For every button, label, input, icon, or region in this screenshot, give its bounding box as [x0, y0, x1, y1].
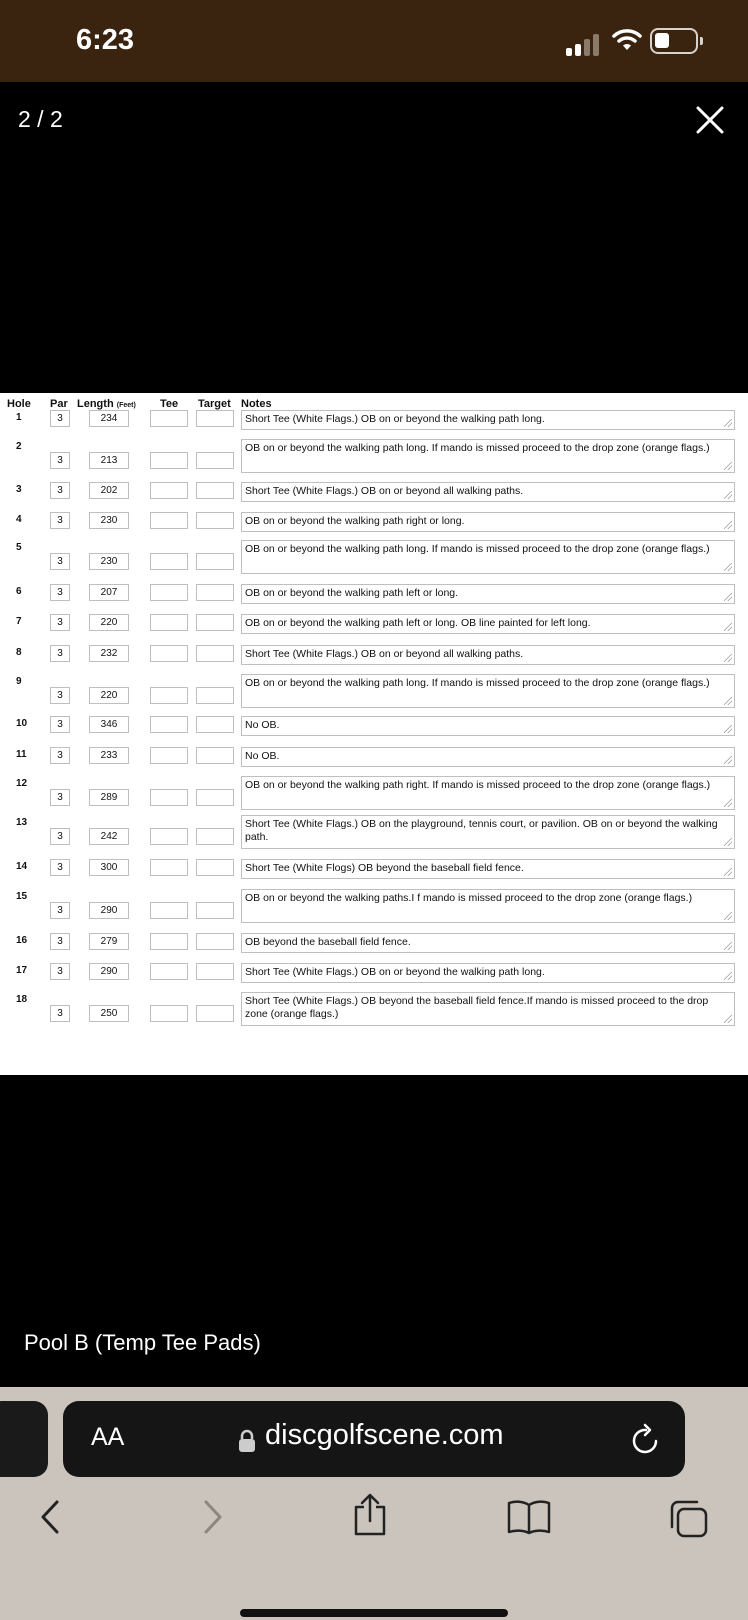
table-row: [0, 992, 748, 1026]
notes-text: Short Tee (White Flogs) OB beyond the baseball field fence.: [245, 862, 524, 874]
notes-text: OB on or beyond the walking paths.I f mando is missed proceed to the drop zone (orange flags.): [245, 892, 693, 904]
notes-field[interactable]: [241, 584, 735, 604]
target-field[interactable]: [196, 902, 234, 919]
target-field[interactable]: [196, 687, 234, 704]
target-field[interactable]: [196, 859, 234, 876]
notes-field[interactable]: [241, 992, 735, 1026]
hole-number: 5: [16, 542, 22, 553]
length-field[interactable]: 207: [89, 584, 129, 601]
resize-handle-icon[interactable]: [724, 623, 732, 631]
hole-number: 11: [16, 749, 27, 760]
length-field[interactable]: 230: [89, 553, 129, 570]
length-field[interactable]: 250: [89, 1005, 129, 1022]
notes-text: Short Tee (White Flags.) OB on or beyond the walking path long.: [245, 413, 545, 425]
close-icon[interactable]: [694, 104, 726, 136]
length-field[interactable]: 290: [89, 902, 129, 919]
target-field[interactable]: [196, 1005, 234, 1022]
resize-handle-icon[interactable]: [724, 697, 732, 705]
tee-field[interactable]: [150, 512, 188, 529]
table-row: [0, 776, 748, 810]
notes-text: Short Tee (White Flags.) OB on or beyond all walking paths.: [245, 485, 524, 497]
length-field[interactable]: 232: [89, 645, 129, 662]
tee-field[interactable]: [150, 687, 188, 704]
table-row: [0, 815, 748, 849]
notes-field[interactable]: [241, 815, 735, 849]
resize-handle-icon[interactable]: [724, 593, 732, 601]
tee-field[interactable]: [150, 584, 188, 601]
par-field[interactable]: 3: [50, 828, 70, 845]
tee-field[interactable]: [150, 716, 188, 733]
tee-field[interactable]: [150, 933, 188, 950]
notes-field[interactable]: [241, 482, 735, 502]
hole-number: 8: [16, 647, 22, 658]
length-field[interactable]: 290: [89, 963, 129, 980]
text-size-button[interactable]: [91, 1423, 124, 1452]
length-field[interactable]: 220: [89, 687, 129, 704]
notes-field[interactable]: [241, 776, 735, 810]
notes-field[interactable]: [241, 889, 735, 923]
target-field[interactable]: [196, 828, 234, 845]
table-row: [0, 859, 748, 879]
header-length-unit: (Feet): [116, 402, 136, 409]
table-row: [0, 614, 748, 634]
bookmarks-icon[interactable]: [507, 1499, 551, 1535]
wifi-icon: [612, 28, 642, 52]
target-field[interactable]: [196, 645, 234, 662]
notes-text: OB on or beyond the walking path left or long. OB line painted for left long.: [245, 617, 591, 629]
hole-number: 14: [16, 861, 28, 872]
tee-field[interactable]: [150, 1005, 188, 1022]
table-row: [0, 747, 748, 767]
tee-field[interactable]: [150, 482, 188, 499]
par-field[interactable]: 3: [50, 482, 70, 499]
notes-text: OB on or beyond the walking path long. If mando is missed proceed to the drop zone (orange flags.): [245, 543, 710, 555]
length-field[interactable]: 233: [89, 747, 129, 764]
tee-field[interactable]: [150, 747, 188, 764]
par-field[interactable]: 3: [50, 859, 70, 876]
resize-handle-icon[interactable]: [724, 868, 732, 876]
header-target: Target: [198, 398, 231, 410]
par-field[interactable]: 3: [50, 933, 70, 950]
table-row: [0, 540, 748, 574]
length-field[interactable]: 220: [89, 614, 129, 631]
notes-field[interactable]: [241, 410, 735, 430]
hole-number: 2: [16, 441, 22, 452]
hole-number: 16: [16, 935, 28, 946]
target-field[interactable]: [196, 963, 234, 980]
notes-field[interactable]: [241, 674, 735, 708]
tee-field[interactable]: [150, 963, 188, 980]
tee-field[interactable]: [150, 645, 188, 662]
image-caption: Pool B (Temp Tee Pads): [24, 1330, 261, 1355]
notes-field[interactable]: [241, 716, 735, 736]
length-field[interactable]: 234: [89, 410, 129, 427]
hole-number: 15: [16, 891, 28, 902]
browser-toolbar: [0, 1387, 748, 1620]
notes-field[interactable]: [241, 512, 735, 532]
forward-icon[interactable]: [201, 1499, 225, 1535]
hole-number: 13: [16, 817, 28, 828]
cellular-signal-icon: [566, 30, 602, 56]
lock-icon: [238, 1429, 256, 1453]
resize-handle-icon[interactable]: [724, 725, 732, 733]
par-field[interactable]: 3: [50, 1005, 70, 1022]
notes-field[interactable]: [241, 439, 735, 473]
par-field[interactable]: 3: [50, 902, 70, 919]
notes-text: Short Tee (White Flags.) OB on the playground, tennis court, or pavilion. OB on or beyond the walking path.: [245, 818, 718, 843]
length-field[interactable]: 230: [89, 512, 129, 529]
hole-number: 17: [16, 965, 28, 976]
resize-handle-icon[interactable]: [724, 799, 732, 807]
table-row: [0, 963, 748, 983]
text-size-label: AA: [91, 1423, 125, 1451]
par-field[interactable]: 3: [50, 716, 70, 733]
home-indicator: [240, 1609, 508, 1617]
par-field[interactable]: 3: [50, 614, 70, 631]
table-row: [0, 889, 748, 923]
target-field[interactable]: [196, 482, 234, 499]
status-bar: [0, 0, 748, 82]
header-par: Par: [50, 398, 68, 410]
par-field[interactable]: 3: [50, 963, 70, 980]
resize-handle-icon[interactable]: [724, 1015, 732, 1023]
table-row: [0, 439, 748, 473]
tee-field[interactable]: [150, 553, 188, 570]
par-field[interactable]: 3: [50, 645, 70, 662]
tee-field[interactable]: [150, 902, 188, 919]
par-field[interactable]: 3: [50, 512, 70, 529]
back-icon[interactable]: [38, 1499, 62, 1535]
image-viewer-header: [0, 82, 748, 392]
notes-field[interactable]: [241, 645, 735, 665]
par-field[interactable]: 3: [50, 584, 70, 601]
table-row: [0, 716, 748, 736]
resize-handle-icon[interactable]: [724, 654, 732, 662]
notes-text: OB on or beyond the walking path right or long.: [245, 515, 465, 527]
tee-field[interactable]: [150, 859, 188, 876]
resize-handle-icon[interactable]: [724, 419, 732, 427]
resize-handle-icon[interactable]: [724, 838, 732, 846]
course-layout-image: [0, 393, 748, 1075]
target-field[interactable]: [196, 614, 234, 631]
header-tee: Tee: [160, 398, 179, 410]
notes-field[interactable]: [241, 963, 735, 983]
notes-text: Short Tee (White Flags.) OB on or beyond the walking path long.: [245, 966, 545, 978]
table-row: [0, 410, 748, 430]
table-row: [0, 645, 748, 665]
par-field[interactable]: 3: [50, 789, 70, 806]
previous-tab-preview[interactable]: [0, 1401, 48, 1477]
address-bar[interactable]: [63, 1401, 685, 1477]
hole-number: 9: [16, 676, 22, 687]
notes-field[interactable]: [241, 933, 735, 953]
tee-field[interactable]: [150, 789, 188, 806]
share-icon[interactable]: [352, 1493, 388, 1537]
table-row: [0, 584, 748, 604]
target-field[interactable]: [196, 747, 234, 764]
table-row: [0, 482, 748, 502]
notes-field[interactable]: [241, 859, 735, 879]
target-field[interactable]: [196, 452, 234, 469]
table-row: [0, 512, 748, 532]
par-field[interactable]: 3: [50, 553, 70, 570]
length-field[interactable]: 279: [89, 933, 129, 950]
table-row: [0, 933, 748, 953]
resize-handle-icon[interactable]: [724, 462, 732, 470]
resize-handle-icon[interactable]: [724, 912, 732, 920]
reload-icon[interactable]: [631, 1423, 661, 1455]
length-field[interactable]: 346: [89, 716, 129, 733]
hole-number: 3: [16, 484, 22, 495]
battery-icon: [650, 28, 698, 54]
resize-handle-icon[interactable]: [724, 491, 732, 499]
notes-text: OB on or beyond the walking path long. If mando is missed proceed to the drop zone (orange flags.): [245, 677, 710, 689]
resize-handle-icon[interactable]: [724, 756, 732, 764]
par-field[interactable]: 3: [50, 747, 70, 764]
hole-number: 6: [16, 586, 22, 597]
tee-field[interactable]: [150, 452, 188, 469]
target-field[interactable]: [196, 933, 234, 950]
notes-text: Short Tee (White Flags.) OB on or beyond all walking paths.: [245, 648, 524, 660]
tabs-icon[interactable]: [668, 1499, 710, 1539]
notes-text: No OB.: [245, 750, 280, 762]
resize-handle-icon[interactable]: [724, 521, 732, 529]
hole-number: 7: [16, 616, 22, 627]
target-field[interactable]: [196, 584, 234, 601]
notes-field[interactable]: [241, 614, 735, 634]
notes-text: OB on or beyond the walking path long. If mando is missed proceed to the drop zone (orange flags.): [245, 442, 710, 454]
hole-number: 18: [16, 994, 28, 1005]
notes-field[interactable]: [241, 540, 735, 574]
notes-text: OB beyond the baseball field fence.: [245, 936, 411, 948]
notes-text: OB on or beyond the walking path right. If mando is missed proceed to the drop zone (orange flags.): [245, 779, 711, 791]
length-field[interactable]: 213: [89, 452, 129, 469]
hole-number: 4: [16, 514, 22, 525]
hole-number: 1: [16, 412, 22, 423]
page-counter: 2 / 2: [18, 106, 63, 132]
tee-field[interactable]: [150, 828, 188, 845]
table-row: [0, 674, 748, 708]
notes-text: Short Tee (White Flags.) OB beyond the baseball field fence.If mando is missed proceed to the drop zone (orange flags.): [245, 995, 709, 1020]
length-field[interactable]: 289: [89, 789, 129, 806]
hole-number: 12: [16, 778, 28, 789]
resize-handle-icon[interactable]: [724, 563, 732, 571]
header-notes: Notes: [241, 398, 272, 410]
status-time: 6:23: [76, 24, 135, 56]
par-field[interactable]: 3: [50, 410, 70, 427]
length-field[interactable]: 242: [89, 828, 129, 845]
par-field[interactable]: 3: [50, 452, 70, 469]
hole-number: 10: [16, 718, 28, 729]
length-field[interactable]: 202: [89, 482, 129, 499]
url-text: discgolfscene.com: [265, 1419, 504, 1451]
tee-field[interactable]: [150, 614, 188, 631]
par-field[interactable]: 3: [50, 687, 70, 704]
target-field[interactable]: [196, 789, 234, 806]
target-field[interactable]: [196, 553, 234, 570]
length-field[interactable]: 300: [89, 859, 129, 876]
notes-text: OB on or beyond the walking path left or long.: [245, 587, 459, 599]
header-length-label: Length: [77, 398, 114, 410]
header-length: [77, 398, 136, 410]
tee-field[interactable]: [150, 410, 188, 427]
notes-field[interactable]: [241, 747, 735, 767]
resize-handle-icon[interactable]: [724, 972, 732, 980]
target-field[interactable]: [196, 716, 234, 733]
target-field[interactable]: [196, 512, 234, 529]
header-hole: Hole: [7, 398, 31, 410]
resize-handle-icon[interactable]: [724, 942, 732, 950]
notes-text: No OB.: [245, 719, 280, 731]
target-field[interactable]: [196, 410, 234, 427]
